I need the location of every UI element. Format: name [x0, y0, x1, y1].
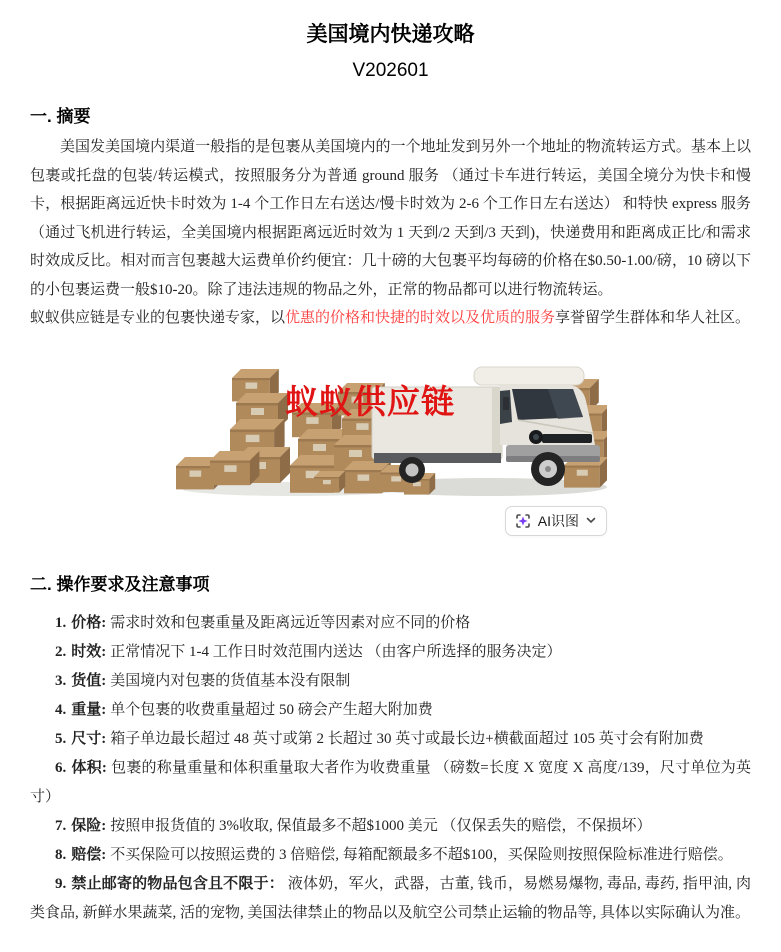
- list-item: 5. 尺寸: 箱子单边最长超过 48 英寸或第 2 长超过 30 英寸或最长边+横截面超过 105 英寸会有附加费: [55, 730, 704, 747]
- brand-paragraph-prefix: 蚁蚁供应链是专业的包裹快递专家，以: [30, 310, 286, 326]
- chevron-down-icon: [586, 517, 596, 524]
- section-heading-operations: 二. 操作要求及注意事项: [30, 574, 210, 594]
- list-item: 1. 价格: 需求时效和包裹重量及距离远近等因素对应不同的价格: [55, 614, 471, 631]
- figure-block: [174, 341, 607, 536]
- ai-scan-sparkle-icon: [515, 513, 531, 529]
- list-item: 7. 保险: 按照申报货值的 3%收取, 保值最多不超$1000 美元 （仅保丢失的赔偿，不保损坏）: [55, 817, 652, 834]
- brand-paragraph: [30, 304, 751, 333]
- ai-button-label: AI识图: [537, 512, 579, 529]
- list-item: 2. 时效: 正常情况下 1-4 工作日时效范围内送达 （由客户所选择的服务决定）: [55, 643, 562, 660]
- list-item: 8. 赔偿: 不买保险可以按照运费的 3 倍赔偿, 每箱配额最多不超$100，买保险则按照保险标准进行赔偿。: [55, 846, 733, 863]
- brand-paragraph-highlight: 优惠的价格和快捷的时效以及优质的服务: [285, 310, 556, 326]
- document-version: V202601: [352, 60, 429, 81]
- figure-toolbar: [174, 506, 607, 536]
- list-item: 3. 货值: 美国境内对包裹的货值基本没有限制: [55, 672, 351, 689]
- delivery-truck-image: [174, 341, 607, 499]
- list-item: 6. 体积: 包裹的称量重量和体积重量取大者作为收费重量 （磅数=长度 X 宽度 X 高度/139，尺寸单位为英寸）: [30, 759, 752, 805]
- brand-paragraph-suffix: 享誉留学生群体和华人社区。: [555, 310, 751, 326]
- page-title: 美国境内快递攻略: [306, 23, 475, 46]
- operations-list: [30, 609, 751, 928]
- summary-paragraph: 美国发美国境内渠道一般指的是包裹从美国境内的一个地址发到另外一个地址的物流转运方式。基本上以包裹或托盘的包装/转运模式，按照服务分为普通 ground 服务 （通过卡车进行转运，美国全境分为快卡和慢卡，根据距离远近快卡时效为 1-4 个工作日左右送达/慢卡时效为 2-6 个工作日左右送达） 和特快 express 服务 （通过飞机进行转运，全美国境内根据距离远近时效为 1 天到/2 天到/3 天到)，快递费用和距离成正比/和需求时效成反比。相对而言包裹越大运费单价约便宜：几十磅的大包裹平均每磅的价格在$0.50-1.00/磅，10 磅以下的小包裹运费一般$10-20。除了违法违规的物品之外，正常的物品都可以进行物流转运。: [30, 139, 751, 298]
- section-heading-summary: 一. 摘要: [30, 107, 91, 126]
- ai-image-recognition-button[interactable]: [505, 506, 607, 536]
- list-item: 9. 禁止邮寄的物品包含且不限于： 液体奶，军火，武器，古董, 钱币，易燃易爆物, 毒品, 毒药, 指甲油, 肉类食品, 新鲜水果蔬菜, 活的宠物, 美国法律禁止的物品以及航空公司禁止运输的物品等, 具体以实际确认为准。: [30, 875, 751, 921]
- list-item: 4. 重量: 单个包裹的收费重量超过 50 磅会产生超大附加费: [55, 701, 433, 718]
- watermark-text: 蚁蚁供应链: [285, 382, 455, 420]
